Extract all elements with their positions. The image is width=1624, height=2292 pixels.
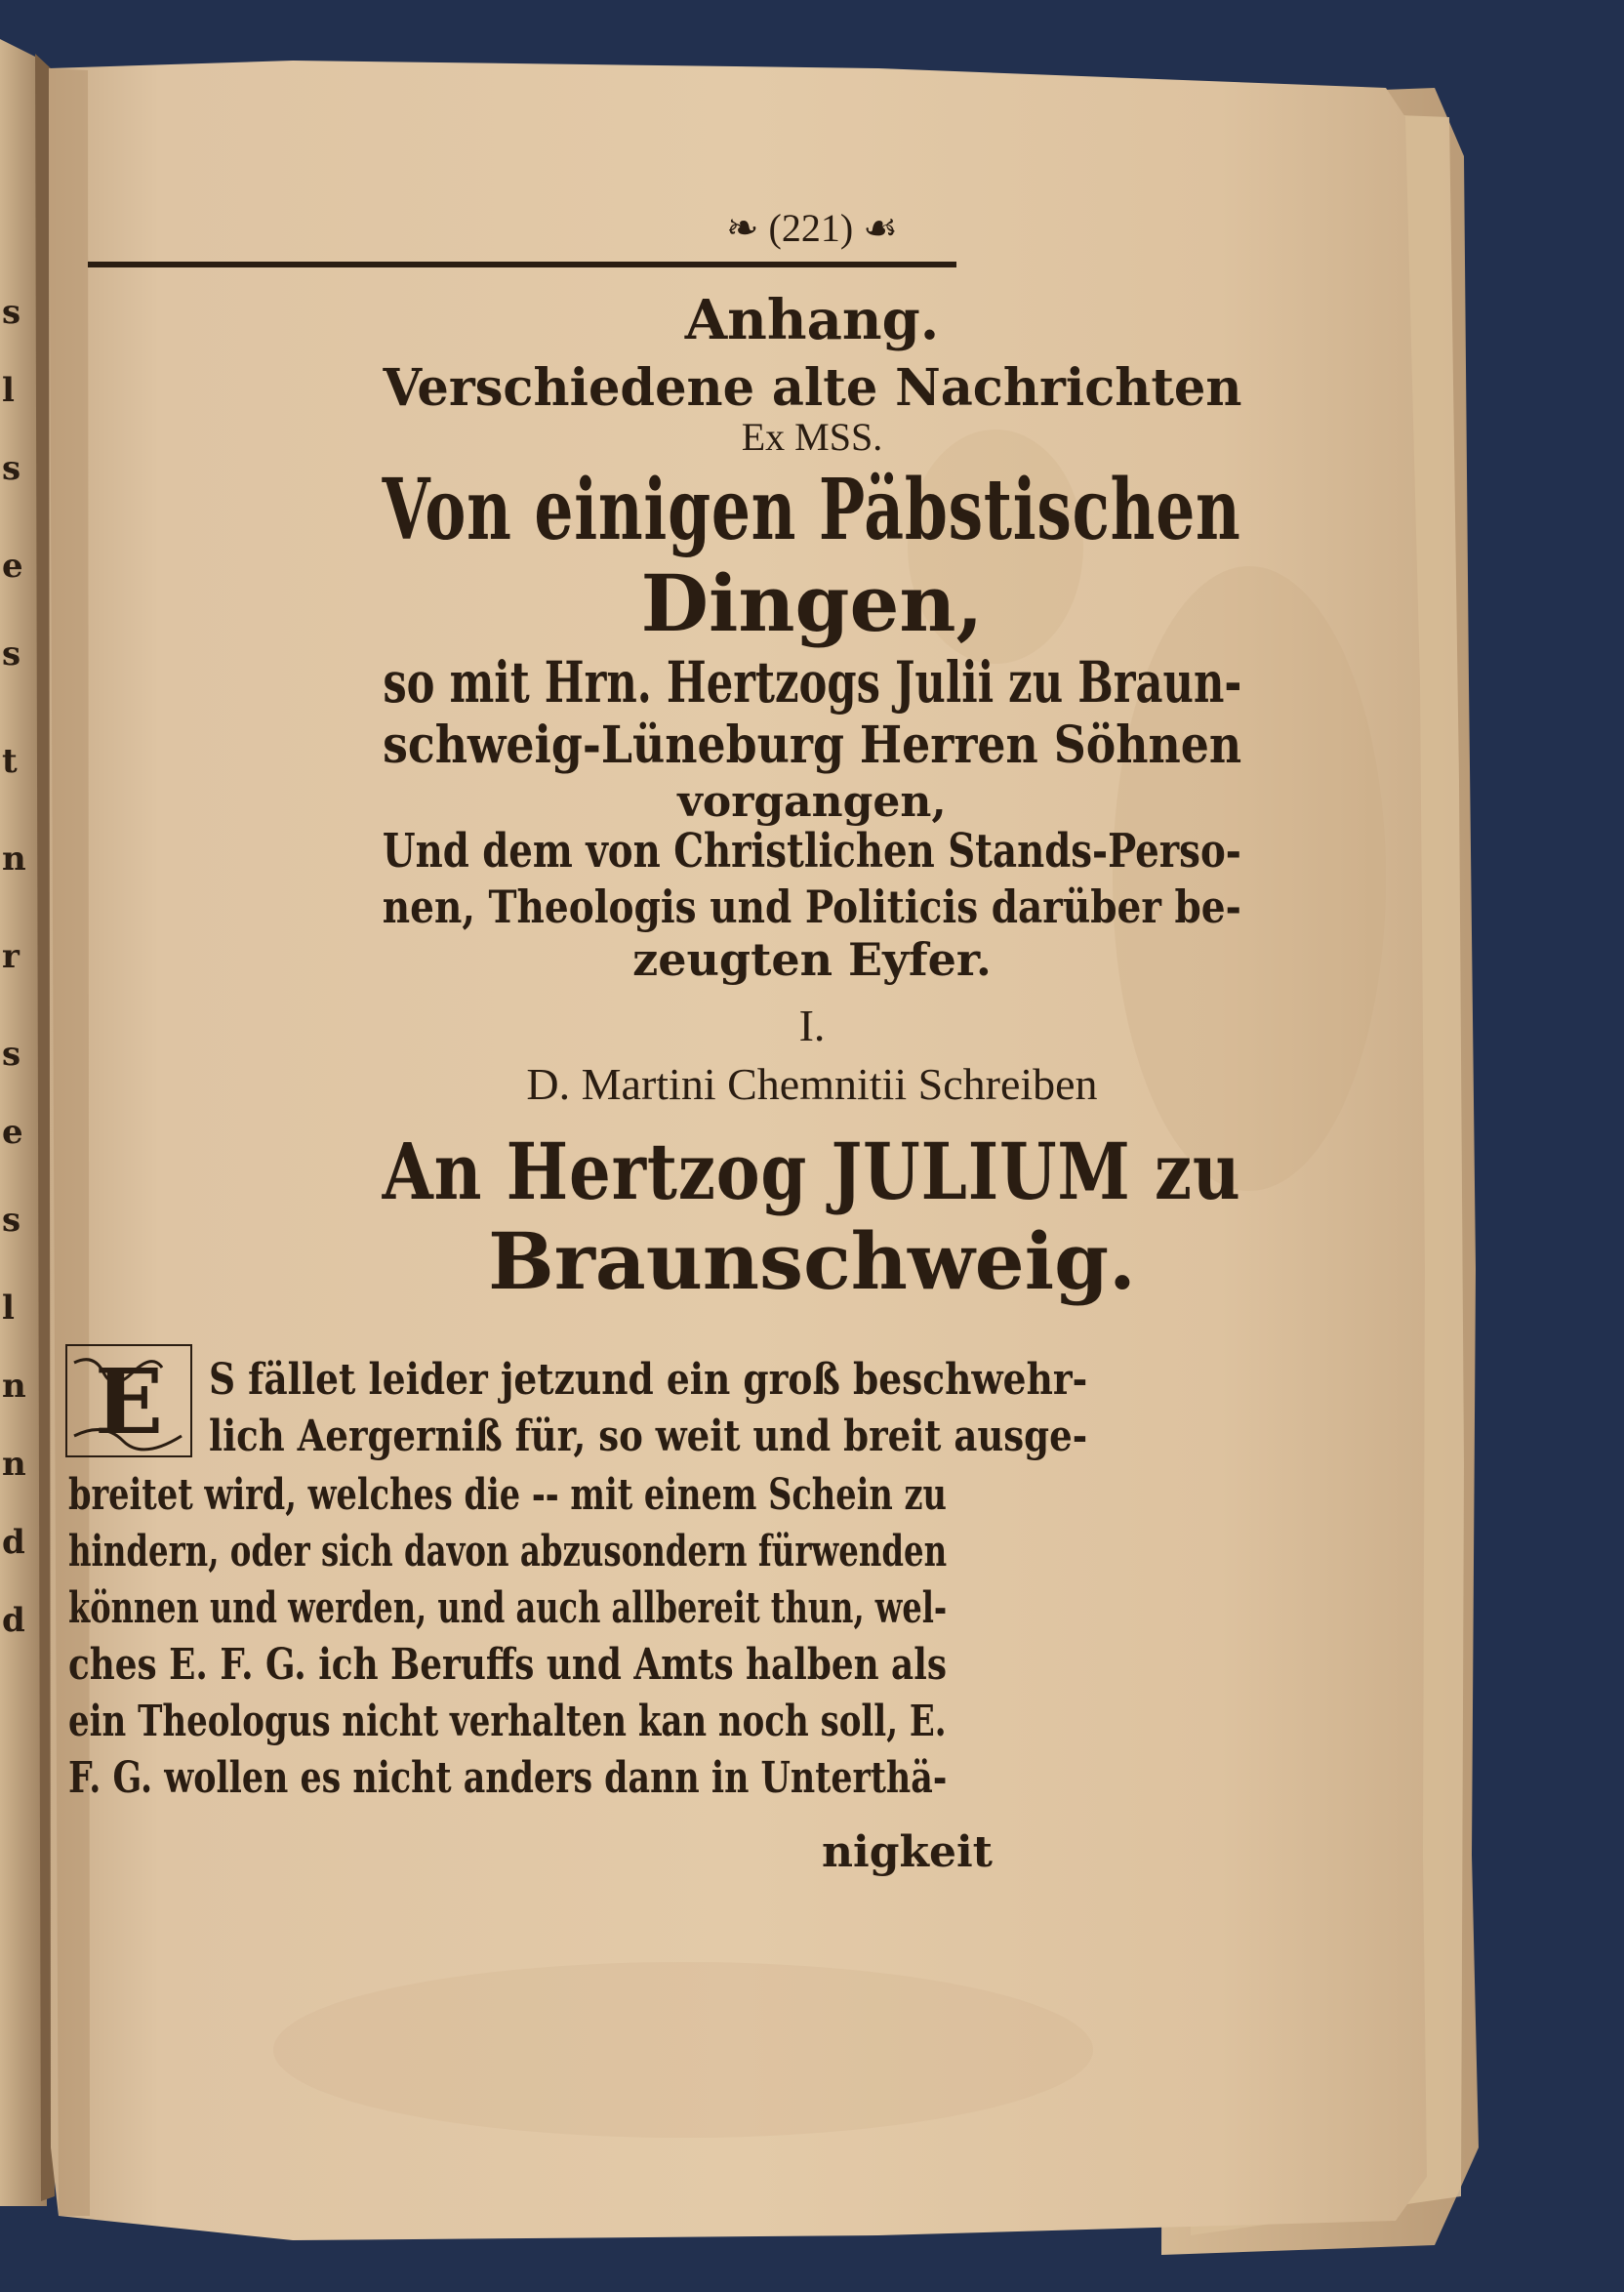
letter-recipient-line-1: An Hertzog JULIUM zu bbox=[383, 1126, 1241, 1217]
left-page-fragment: n bbox=[2, 1367, 26, 1406]
left-page-fragment: s bbox=[2, 293, 21, 332]
title-line-8: zeugten Eyfer. bbox=[632, 933, 992, 986]
title-line-1: Von einigen Päbstischen bbox=[382, 461, 1241, 559]
heading: Anhang. bbox=[684, 288, 940, 352]
left-page-fragment: e bbox=[2, 547, 23, 586]
body-line: hindern, oder sich davon abzusondern fürwenden bbox=[68, 1527, 948, 1576]
left-page-fragment: n bbox=[2, 839, 26, 879]
initial-letter: E bbox=[94, 1349, 164, 1454]
left-page-fragment: l bbox=[2, 1289, 15, 1328]
letter-author: D. Martini Chemnitii Schreiben bbox=[526, 1059, 1098, 1109]
left-page-fragment: s bbox=[2, 1035, 21, 1074]
body-line: ches E. F. G. ich Beruffs und Amts halben als bbox=[68, 1640, 947, 1690]
catchword: nigkeit bbox=[822, 1827, 993, 1877]
source-note: Ex MSS. bbox=[741, 415, 883, 459]
left-page-fragment: d bbox=[2, 1523, 25, 1562]
decorated-initial-icon bbox=[64, 1343, 193, 1458]
ornament-left-icon: ❧ bbox=[725, 206, 769, 250]
page-number: ❧ (221) ☙ bbox=[725, 206, 898, 250]
left-page-fragment: t bbox=[2, 742, 18, 781]
left-page-fragment: s bbox=[2, 1201, 21, 1240]
left-page-fragment: d bbox=[2, 1601, 25, 1640]
left-page-fragment: s bbox=[2, 449, 21, 488]
body-line: S fället leider jetzund ein groß beschwehr- bbox=[209, 1355, 1088, 1405]
body-line: ein Theologus nicht verhalten kan noch soll, E. bbox=[68, 1697, 947, 1746]
left-page-fragment: r bbox=[2, 937, 20, 976]
body-line: lich Aergerniß für, so weit und breit ausge- bbox=[209, 1412, 1088, 1461]
title-line-3: so mit Hrn. Hertzogs Julii zu Braun- bbox=[383, 649, 1241, 716]
left-page-fragment: n bbox=[2, 1445, 26, 1484]
section-number: I. bbox=[798, 1001, 826, 1050]
body-line: können und werden, und auch allbereit thun, wel- bbox=[68, 1583, 948, 1633]
body-line: F. G. wollen es nicht anders dann in Unterthä- bbox=[68, 1753, 948, 1803]
left-page-fragment: e bbox=[2, 1113, 23, 1152]
title-line-6: Und dem von Christlichen Stands-Perso- bbox=[383, 824, 1241, 879]
title-line-5: vorgangen, bbox=[677, 777, 947, 827]
subheading: Verschiedene alte Nachrichten bbox=[382, 358, 1241, 418]
header-rule bbox=[88, 262, 956, 267]
title-line-7: nen, Theologis und Politicis darüber be- bbox=[382, 880, 1241, 933]
title-line-4: schweig-Lüneburg Herren Söhnen bbox=[382, 716, 1241, 775]
left-page-fragment: s bbox=[2, 634, 21, 674]
ornament-right-icon: ☙ bbox=[853, 206, 898, 250]
title-line-2: Dingen, bbox=[640, 557, 984, 649]
body-line: breitet wird, welches die -- mit einem Schein zu bbox=[68, 1470, 947, 1520]
letter-recipient-line-2: Braunschweig. bbox=[488, 1215, 1136, 1307]
left-page-fragment: l bbox=[2, 371, 15, 410]
